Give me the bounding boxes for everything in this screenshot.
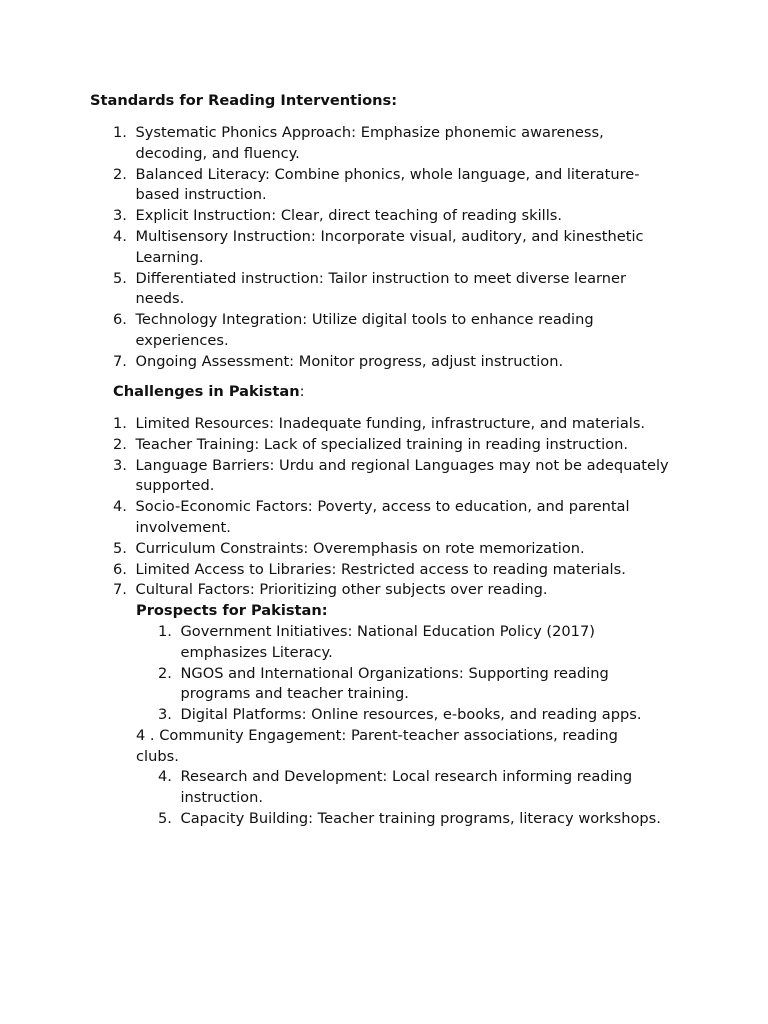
list-item (113, 497, 673, 539)
list-item-number: 3. (113, 207, 127, 225)
list-item-number: 4. (158, 768, 172, 785)
standards-heading: Standards for Reading Interventions: (90, 92, 398, 109)
list-item-text: Language Barriers: Urdu and regional Languages may not be adequately supported. (135, 456, 669, 495)
list-item-number: 1. (113, 124, 127, 141)
prospects-list-b (158, 767, 688, 829)
list-item-text: Research and Development: Local research informing reading instruction. (180, 768, 633, 806)
standards-list (113, 123, 673, 373)
list-item (113, 560, 673, 581)
challenges-list (113, 414, 673, 601)
list-item (113, 352, 673, 373)
list-item-text: Ongoing Assessment: Monitor progress, adjust instruction. (135, 352, 564, 370)
list-item-text: Teacher Training: Lack of specialized training in reading instruction. (135, 435, 628, 453)
list-item-text: Limited Access to Libraries: Restricted access to reading materials. (135, 560, 626, 578)
list-item (158, 664, 658, 706)
list-item-number: 1. (158, 623, 172, 640)
list-item-number: 4. (113, 227, 127, 245)
prospects-list-a (158, 622, 658, 726)
list-item-text: Cultural Factors: Prioritizing other subjects over reading. (135, 581, 548, 599)
list-item (113, 206, 673, 227)
list-item (113, 165, 673, 207)
list-item-text: Multisensory Instruction: Incorporate visual, auditory, and kinesthetic Learning. (135, 227, 644, 266)
community-engagement-paragraph: 4 . Community Engagement: Parent-teacher associations, reading clubs. (136, 727, 618, 765)
list-item-text: Digital Platforms: Online resources, e-books, and reading apps. (180, 706, 642, 724)
challenges-heading (113, 382, 305, 403)
list-item-number: 6. (113, 311, 127, 329)
list-item-text: NGOS and International Organizations: Supporting reading programs and teacher training. (180, 664, 609, 703)
list-item-number: 2. (113, 165, 127, 183)
list-item-number: 5. (113, 269, 127, 287)
list-item (158, 705, 658, 726)
list-item-number: 7. (113, 352, 127, 370)
list-item-number: 7. (113, 581, 127, 599)
list-item-text: Explicit Instruction: Clear, direct teaching of reading skills. (135, 207, 562, 225)
list-item-number: 2. (158, 664, 172, 682)
list-item (113, 123, 673, 165)
list-item-number: 4. (113, 498, 127, 516)
list-item-text: Curriculum Constraints: Overemphasis on rote memorization. (135, 539, 585, 557)
list-item (113, 414, 673, 435)
prospects-heading: Prospects for Pakistan: (136, 602, 328, 619)
list-item-text: Differentiated instruction: Tailor instruction to meet diverse learner needs. (135, 269, 627, 308)
list-item-number: 2. (113, 435, 127, 453)
list-item-text: Balanced Literacy: Combine phonics, whole language, and literature-based instruction. (135, 165, 640, 204)
list-item-text: Limited Resources: Inadequate funding, infrastructure, and materials. (135, 415, 646, 432)
list-item-text: Systematic Phonics Approach: Emphasize phonemic awareness, decoding, and fluency. (135, 124, 604, 162)
list-item-text: Capacity Building: Teacher training programs, literacy workshops. (180, 809, 661, 827)
list-item-text: Technology Integration: Utilize digital tools to enhance reading experiences. (135, 311, 594, 349)
list-item-text: Socio-Economic Factors: Poverty, access to education, and parental involvement. (135, 498, 630, 536)
list-item (158, 622, 658, 664)
list-item (113, 456, 673, 498)
list-item-text: Government Initiatives: National Education Policy (2017) emphasizes Literacy. (180, 623, 595, 661)
list-item-number: 3. (113, 456, 127, 474)
list-item-number: 5. (113, 539, 127, 557)
list-item-number: 3. (158, 706, 172, 724)
list-item (158, 767, 688, 809)
list-item (113, 539, 673, 560)
challenges-heading-text: Challenges in Pakistan (113, 383, 300, 400)
challenges-heading-colon: : (299, 383, 305, 400)
list-item (113, 435, 673, 456)
list-item (113, 269, 673, 311)
list-item-number: 1. (113, 415, 127, 432)
list-item-number: 6. (113, 560, 127, 578)
list-item (113, 310, 673, 352)
list-item (158, 809, 688, 830)
list-item (113, 227, 673, 269)
list-item (113, 580, 673, 601)
list-item-number: 5. (158, 809, 172, 827)
